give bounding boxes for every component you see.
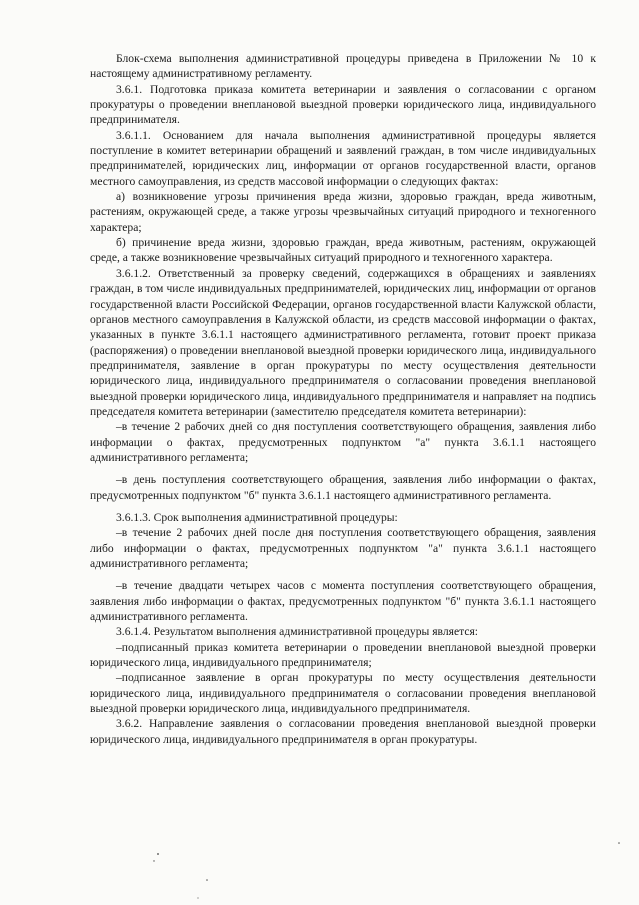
paragraph-3-6-2: 3.6.2. Направление заявления о согласовании проведения внеплановой выездной проверки юридического лица, индивидуального предпринимателя в орган прокуратуры.	[90, 717, 596, 746]
paragraph-flowchart-reference: Блок-схема выполнения административной процедуры приведена в Приложении № 10 к настоящему административному регламенту.	[90, 52, 596, 81]
paragraph-3-6-1: 3.6.1. Подготовка приказа комитета ветеринарии и заявления о согласовании с органом прокуратуры о проведении внеплановой выездной проверки юридического лица, индивидуального предпринимателя.	[90, 82, 596, 127]
document-body	[90, 51, 596, 747]
paragraph-3-6-1-3: 3.6.1.3. Срок выполнения административной процедуры:	[116, 510, 398, 524]
scan-speck	[618, 842, 620, 844]
paragraph-term-b: –в течение двадцати четырех часов с момента поступления соответствующего обращения, заявления либо информации о фактах, предусмотренных подпунктом "б" пункта 3.6.1.1 настоящего административного регламента.	[90, 579, 596, 624]
scan-speck	[153, 860, 154, 861]
paragraph-term-a: –в течение 2 рабочих дней после дня поступления соответствующего обращения, заявления либо информации о фактах, предусмотренных подпунктом "а" пункта 3.6.1.1 настоящего административного регламента;	[90, 526, 596, 570]
paragraph-item-b: б) причинение вреда жизни, здоровью граждан, вреда животным, растениям, окружающей среде, а также возникновение чрезвычайных ситуаций природного и техногенного характера.	[90, 236, 596, 265]
scan-speck	[206, 879, 208, 881]
scan-speck	[157, 853, 159, 855]
paragraph-deadline-b: –в день поступления соответствующего обращения, заявления либо информации о фактах, предусмотренных подпунктом "б" пункта 3.6.1.1 настоящего административного регламента.	[90, 473, 596, 502]
paragraph-deadline-a: –в течение 2 рабочих дней со дня поступления соответствующего обращения, заявления либо информации о фактах, предусмотренных подпунктом "а" пункта 3.6.1.1 настоящего административного регламента;	[90, 420, 596, 464]
scan-speck	[197, 897, 198, 898]
paragraph-result-application: –подписанное заявление в орган прокуратуры по месту осуществления деятельности юридического лица, индивидуального предпринимателя о согласовании проведения внеплановой выездной проверки юридического лица, индивидуального предпринимателя.	[90, 671, 596, 716]
paragraph-3-6-1-4: 3.6.1.4. Результатом выполнения административной процедуры является:	[116, 625, 479, 639]
paragraph-result-order: –подписанный приказ комитета ветеринарии о проведении внеплановой выездной проверки юридического лица, индивидуального предпринимателя;	[90, 640, 596, 670]
paragraph-item-a: а) возникновение угрозы причинения вреда жизни, здоровью граждан, вреда животным, растениям, окружающей среде, а также угрозы чрезвычайных ситуаций природного и техногенного характера;	[90, 190, 596, 234]
paragraph-3-6-1-2: 3.6.1.2. Ответственный за проверку сведений, содержащихся в обращениях и заявлениях граждан, в том числе индивидуальных предпринимателей, юридических лиц, информации от органов государственной власти Российской Федерации, органов государственной власти Калужской области, органов местного самоуправления в Калужской области, из средств массовой информации о фактах, указанных в пункте 3.6.1.1 настоящего административного регламента, готовит проект приказа (распоряжения) о проведении внеплановой выездной проверки юридического лица, индивидуального предпринимателя, заявление в орган прокуратуры по месту осуществления деятельности юридического лица, индивидуального предпринимателя о согласовании проведения внеплановой выездной проверки юридического лица, индивидуального предпринимателя и направляет на подпись председателя комитета ветеринарии (заместителю председателя комитета ветеринарии):	[90, 266, 596, 418]
paragraph-3-6-1-1: 3.6.1.1. Основанием для начала выполнения административной процедуры является поступление в комитет ветеринарии обращений и заявлений граждан, в том числе индивидуальных предпринимателей, юридических лиц, информации от органов государственной власти, органов местного самоуправления, из средств массовой информации о следующих фактах:	[90, 128, 596, 188]
